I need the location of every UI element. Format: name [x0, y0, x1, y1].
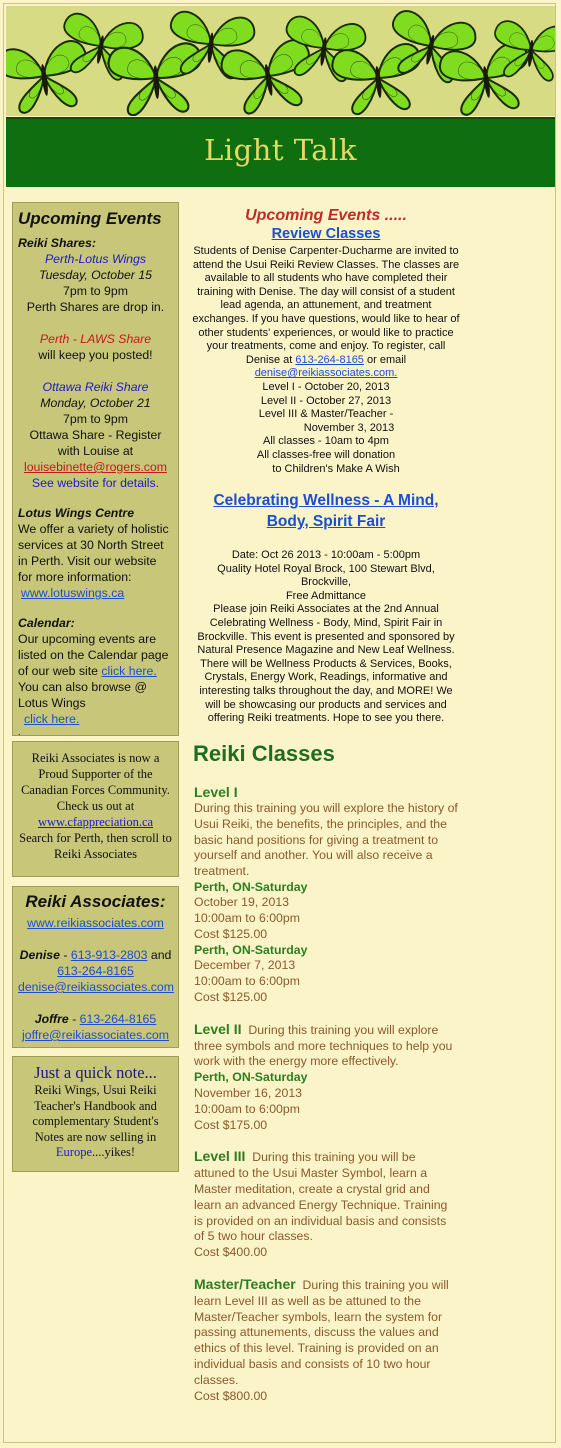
- master-title: Master/Teacher: [194, 1275, 296, 1292]
- ottawa-date: Monday, October 21: [40, 396, 151, 410]
- denise-label: Denise: [19, 948, 60, 962]
- level1-title: Level I: [194, 784, 238, 800]
- main-events-heading: Upcoming Events .....: [245, 207, 407, 224]
- title-bar: [6, 117, 555, 187]
- review-date-1: Level I - October 20, 2013: [262, 380, 390, 393]
- sidebar-events-heading: Upcoming Events: [18, 209, 162, 228]
- fair-date: Date: Oct 26 2013 - 10:00am - 5:00pm: [231, 549, 421, 561]
- butterflies-image: [6, 6, 555, 116]
- perth-time: 7pm to 9pm: [63, 284, 128, 298]
- browse-text: You can also browse @ Lotus Wings: [18, 680, 147, 710]
- level1-session1-date: October 19, 2013: [194, 895, 290, 910]
- fair-text: Please join Reiki Associates at the 2nd Annual Celebrating Wellness - Body, Mind, Spirit Fair in Brockville. This event is presented and sponsored by Natural Presence Magazine and New Leaf Wellness. There will be Wellness Products & Services, Books, Crystals, Energy Work, Readings, informative and interesting talks throughout the day, and MORE! We will be showcasing our products and services and offering Reiki treatments. Hope to see you there.: [197, 603, 455, 725]
- lotus-text: We offer a variety of holistic services at 30 North Street in Perth. Visit our website for more information:: [18, 522, 169, 584]
- page-title: Light Talk: [204, 133, 357, 167]
- review-date-4: November 3, 2013: [303, 421, 395, 434]
- laws-note: will keep you posted!: [38, 348, 153, 362]
- cf-search-text: Search for Perth, then scroll to Reiki Associates: [19, 831, 172, 861]
- or-email-text: or email: [367, 353, 407, 366]
- perth-date: Tuesday, October 15: [38, 268, 152, 282]
- ottawa-note: Ottawa Share - Register with Louise at: [29, 428, 162, 458]
- joffre-label: Joffre: [34, 1012, 69, 1026]
- fair-venue: Quality Hotel Royal Brock, 100 Stewart Blvd, Brockville,: [217, 562, 435, 589]
- joffre-email-link[interactable]: joffre@reikiassociates.com: [22, 1028, 169, 1042]
- master-cost: Cost $800.00: [194, 1388, 268, 1403]
- review-email-link[interactable]: denise@reikiassociates.com.: [254, 367, 398, 380]
- level1-session2-time: 10:00am to 6:00pm: [194, 974, 300, 989]
- level2-time: 10:00am to 6:00pm: [194, 1101, 300, 1116]
- level2-text: During this training you will explore three symbols and more techniques to help you work with the energy more effectively.: [194, 1022, 453, 1069]
- denise-phone1-link[interactable]: 613-913-2803: [70, 948, 148, 962]
- lotus-link[interactable]: www.lotuswings.ca: [21, 586, 125, 600]
- sidebar-dot: .: [18, 727, 21, 737]
- and-text: and: [150, 948, 172, 962]
- level3-cost: Cost $400.00: [194, 1245, 268, 1260]
- level2-date: November 16, 2013: [194, 1085, 303, 1100]
- joffre-phone-link[interactable]: 613-264-8165: [79, 1012, 157, 1026]
- level1-session1-cost: Cost $125.00: [194, 927, 268, 942]
- cf-check-text: Check us out at: [56, 799, 135, 813]
- level2-location: Perth, ON-Saturday: [194, 1070, 308, 1085]
- cf-link[interactable]: www.cfappreciation.ca: [37, 815, 154, 829]
- browse-link[interactable]: click here.: [24, 712, 80, 726]
- level3-title: Level III: [194, 1148, 246, 1165]
- classes-heading: Reiki Classes: [193, 741, 335, 766]
- perth-note: Perth Shares are drop in.: [26, 300, 165, 314]
- review-date-2: Level II - October 27, 2013: [260, 394, 392, 407]
- contact-site-link[interactable]: www.reikiassociates.com: [27, 916, 164, 930]
- calendar-link[interactable]: click here.: [101, 664, 157, 678]
- lotus-heading: Lotus Wings Centre: [18, 506, 135, 520]
- cf-support-text: Reiki Associates is now a Proud Supporter of the Canadian Forces Community.: [21, 751, 170, 797]
- quick-note-heading: Just a quick note...: [34, 1063, 157, 1082]
- cf-support-box: [12, 741, 179, 877]
- level1-session1-location: Perth, ON-Saturday: [194, 879, 308, 894]
- laws-share: Perth - LAWS Share: [39, 332, 152, 346]
- ottawa-location: Ottawa Reiki Share: [42, 380, 149, 394]
- denise-email-link[interactable]: denise@reikiassociates.com: [18, 980, 175, 994]
- master-text: During this training you will learn Level III as well as be attuned to the Master/Teacher symbols, learn the system for passing attunements, discuss the values and ethics of this level. Training is provided on an individual basis and consists of 10 two hour classes.: [194, 1277, 449, 1387]
- fair-admittance: Free Admittance: [285, 589, 367, 602]
- louise-email-link[interactable]: louisebinette@rogers.com: [23, 460, 168, 474]
- butterfly-banner: [6, 6, 555, 116]
- contact-box: Reiki Associates: www.reikiassociates.com Denise - 613-913-2803 and 613-264-8165 denise@reikiassociates.com Joffre - 613-264-8165 joffre@reikiassociates.com: [12, 886, 179, 1048]
- main-events-section: [191, 206, 461, 476]
- level3-text: During this training you will be attuned to the Usui Master Symbol, learn a Master meditation, create a crystal grid and learn an advanced Energy Technique. Training is provided on an individual basis and consists of 5 two hour classes.: [194, 1150, 448, 1244]
- yikes-text: ....yikes!: [92, 1145, 136, 1159]
- review-wish: to Children's Make A Wish: [272, 462, 400, 475]
- review-text: Students of Denise Carpenter-Ducharme are invited to attend the Usui Reiki Review Classes. The classes are available to all students who have completed their training with Denise. The day will consist of a student lead agenda, an attunement, and treatment exchanges. If you have questions, would like to hear of other students' experiences, or would like to practice your treatments, come and enjoy. To register, call Denise at: [192, 245, 460, 366]
- level1-session2-date: December 7, 2013: [194, 958, 296, 973]
- see-website-link[interactable]: See website for details.: [31, 476, 160, 490]
- review-phone-link[interactable]: 613-264-8165: [295, 353, 364, 366]
- level1-session1-time: 10:00am to 6:00pm: [194, 911, 300, 926]
- denise-phone2-link[interactable]: 613-264-8165: [57, 964, 134, 978]
- quick-note-box: [12, 1056, 179, 1172]
- calendar-text: Our upcoming events are listed on the Calendar page of our web site: [18, 632, 169, 678]
- events-sidebar-box: [12, 202, 179, 736]
- reiki-classes-section: [191, 740, 459, 1404]
- europe-text: Europe: [55, 1145, 93, 1159]
- level1-session2-location: Perth, ON-Saturday: [194, 942, 308, 957]
- contact-heading: Reiki Associates:: [25, 892, 166, 911]
- ottawa-time: 7pm to 9pm: [63, 412, 128, 426]
- perth-location: Perth-Lotus Wings: [44, 252, 147, 266]
- review-donation: All classes-free will donation: [256, 448, 396, 461]
- fair-heading-link[interactable]: Celebrating Wellness - A Mind, Body, Spirit Fair: [213, 492, 439, 530]
- level1-session2-cost: Cost $125.00: [194, 989, 268, 1004]
- fair-section: [191, 490, 461, 726]
- level2-cost: Cost $175.00: [194, 1117, 268, 1132]
- review-date-3: Level III & Master/Teacher -: [258, 408, 394, 421]
- review-time: All classes - 10am to 4pm: [263, 435, 389, 448]
- calendar-heading: Calendar:: [18, 616, 75, 630]
- level1-text: During this training you will explore the history of Usui Reiki, the benefits, the principles, and the basic hand positions for giving a treatment to yourself and another. You will also receive a treatment.: [194, 801, 458, 879]
- review-classes-link[interactable]: Review Classes: [271, 226, 381, 242]
- reiki-shares-label: Reiki Shares:: [18, 236, 96, 250]
- level2-title: Level II: [194, 1020, 242, 1037]
- quick-note-text: Reiki Wings, Usui Reiki Teacher's Handbook and complementary Student's Notes are now selling in: [32, 1083, 159, 1144]
